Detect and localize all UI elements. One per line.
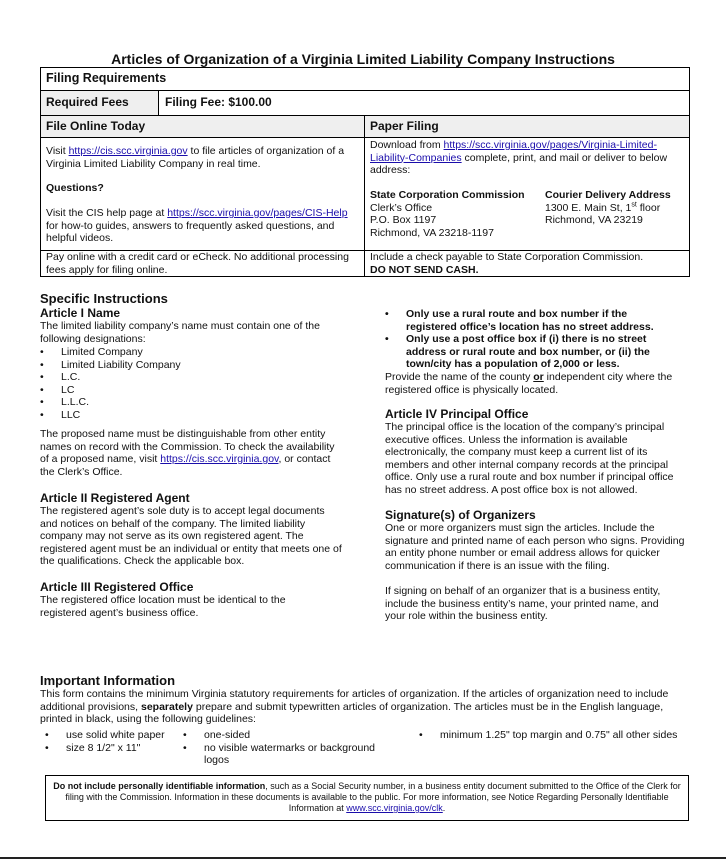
filing-fee: Filing Fee: $100.00 [165,95,272,109]
list-item: • L.L.C. [40,396,320,409]
clerk-link[interactable]: www.scc.virginia.gov/clk [346,803,443,813]
document-title: Articles of Organization of a Virginia Limited Liability Company Instructions [111,51,615,67]
signature-paragraph-2: If signing on behalf of an organizer that is a business entity, include the business entity’s name, your printed name, and your role within the business entity. [385,585,661,622]
article-1-intro: The limited liability company’s name must contain one of the following designations: [40,320,320,345]
list-item: • LC [40,384,320,397]
list-item: • use solid white paper [45,729,180,742]
important-paragraph: This form contains the minimum Virginia statutory requirements for articles of organization. If the articles of organization need to include additional provisions, separately prepare and submit typewritten articles of organization. The articles must be in the English language, printed in black, using the following guidelines: [40,688,669,725]
list-item: • Only use a post office box if (i) there is no street address or rural route and box number, or (ii) the town/city has a population of 2,000 or less. [385,333,677,371]
online-help-text: Visit the CIS help page at https://scc.virginia.gov/pages/CIS-Help for how-to guides, answers to frequently asked questions, and helpful videos. [46,207,348,244]
online-visit-text: Visit https://cis.scc.virginia.gov to file articles of organization of a Virginia Limited Liability Company in real time. [46,145,345,170]
article-4-title: Article IV Principal Office [385,407,529,421]
guidelines-list-1 [45,729,180,754]
article-2-paragraph: The registered agent’s sole duty is to accept legal documents and notices on behalf of the company. The limited liability company may not serve as its own registered agent. The registered agent must be an individual or entity that meets one of the qualifications. Check the applicable box. [40,505,342,567]
county-text: Provide the name of the county or independent city where the registered office is physically located. [385,371,673,396]
signature-paragraph: One or more organizers must sign the articles. Include the signature and printed name of each person who signs. Providing an entity phone number or email address allows for quicker communication if there is an issue with the filing. [385,522,685,572]
paper-download-text: Download from https://scc.virginia.gov/pages/Virginia-Limited-Liability-Companies complete, print, and mail or deliver to below address: [370,139,668,176]
signature-title: Signature(s) of Organizers [385,508,536,522]
important-information-heading: Important Information [40,673,176,688]
article-4-paragraph: The principal office is the location of the company’s principal executive offices. Unless the information is available electronically, the company must keep a current list of its members and other internal company records at the principal office. Only use a rural route and box number if principal office has no street address. A post office box is not allowed. [385,421,674,496]
name-availability-link[interactable]: https://cis.scc.virginia.gov [160,453,279,465]
list-item: • size 8 1/2" x 11" [45,742,180,755]
page-bottom-rule [0,857,726,859]
article-1-title: Article I Name [40,306,121,320]
pii-notice: Do not include personally identifiable information, such as a Social Security number, in a business entity document submitted to the Office of the Clerk for filing with the Commission. Information in these documents is available to the public. For more information, see Notice Regarding Personally Identifiable Information at www.scc.virginia.gov/clk. [45,775,689,821]
specific-instructions-heading: Specific Instructions [40,291,168,306]
list-item: • no visible watermarks or background logos [183,742,393,767]
filing-requirements-header: Filing Requirements [46,71,167,85]
list-item: • Limited Liability Company [40,359,320,372]
paper-filing-header: Paper Filing [370,119,439,133]
paper-check-text: Include a check payable to State Corporation Commission. DO NOT SEND CASH. [370,251,644,276]
cis-link[interactable]: https://cis.scc.virginia.gov [68,145,188,157]
list-item: • LLC [40,409,320,422]
list-item: • one-sided [183,729,393,742]
courier-address: Courier Delivery Address 1300 E. Main St, 1st floor Richmond, VA 23219 [545,189,671,226]
list-item: • Only use a rural route and box number if the registered office’s location has no street address. [385,308,677,333]
rural-route-list [385,308,677,371]
list-item: • L.C. [40,371,320,384]
required-fees-label: Required Fees [46,95,129,109]
article-1-paragraph: The proposed name must be distinguishable from other entity names on record with the Commission. To check the availability of a proposed name, visit https://cis.scc.virginia.gov, or contact the Clerk’s Office. [40,428,335,478]
scc-address: State Corporation Commission Clerk’s Office P.O. Box 1197 Richmond, VA 23218-1197 [370,189,525,239]
guidelines-list-3 [419,729,679,742]
list-item: • minimum 1.25" top margin and 0.75" all other sides [419,729,679,742]
paper-form-link[interactable]: https://scc.virginia.gov/pages/Virginia-Limited-Liability-Companies [370,139,657,164]
list-item: • Limited Company [40,346,320,359]
online-pay-text: Pay online with a credit card or eCheck. No additional processing fees apply for filing online. [46,251,349,276]
guidelines-list-2 [183,729,393,767]
questions-heading: Questions? [46,182,104,194]
article-3-title: Article III Registered Office [40,580,194,594]
file-online-header: File Online Today [46,119,146,133]
article-3-paragraph: The registered office location must be identical to the registered agent’s business office. [40,594,286,619]
article-2-title: Article II Registered Agent [40,491,190,505]
cis-help-link[interactable]: https://scc.virginia.gov/pages/CIS-Help [167,207,348,219]
designation-list [40,346,320,421]
